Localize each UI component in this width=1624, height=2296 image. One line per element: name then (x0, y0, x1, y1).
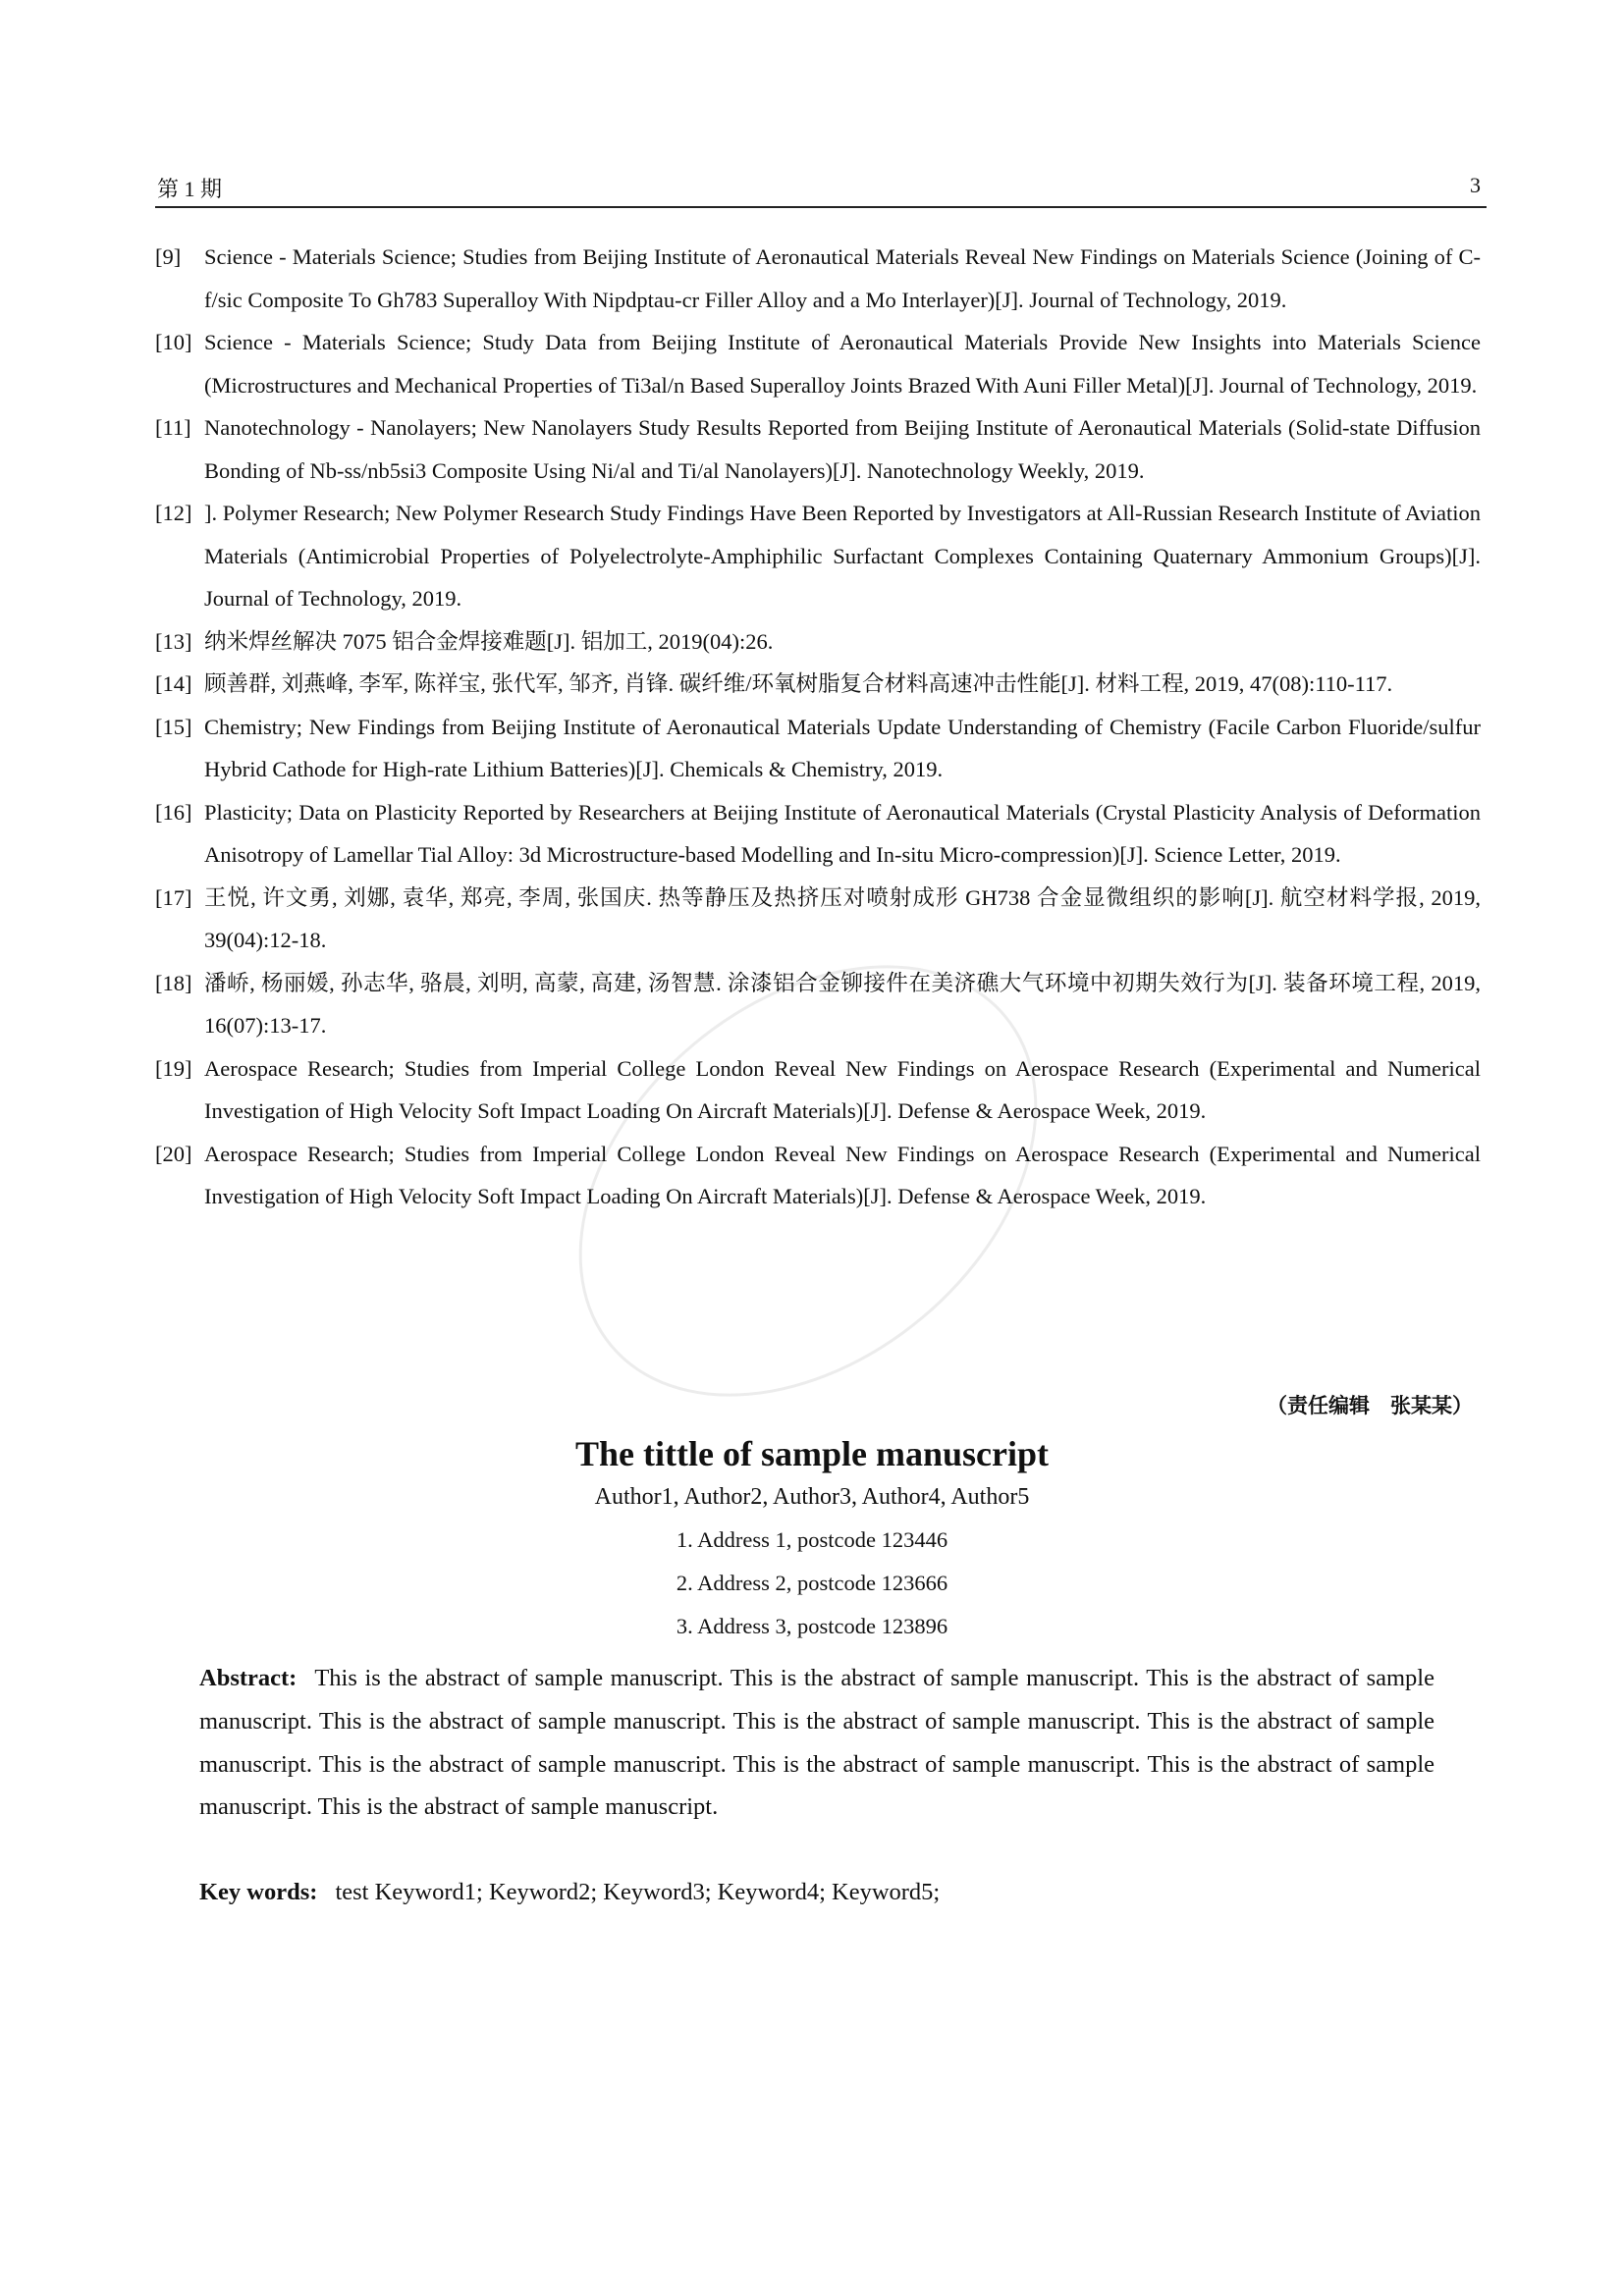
reference-item (155, 492, 1481, 620)
reference-number: [17] (155, 884, 192, 910)
reference-number: [20] (155, 1141, 192, 1166)
reference-item (155, 1133, 1481, 1218)
reference-number: [9] (155, 244, 182, 269)
page-header (155, 171, 1487, 208)
reference-text: Plasticity; Data on Plasticity Reported by Researchers at Beijing Institute of Aeronautical Materials (Crystal Plasticity Analysis of Deformation Anisotropy of Lamellar Tial Alloy: 3d Microstructure-based Modelling and In-situ Micro-compression)[J]. Science Letter, 2019. (204, 799, 1481, 867)
reference-text: 潘峤, 杨丽媛, 孙志华, 骆晨, 刘明, 高蒙, 高建, 汤智慧. 涂漆铝合金铆接件在美济礁大气环境中初期失效行为[J]. 装备环境工程, 2019, 16(07):13-17. (204, 970, 1481, 1038)
reference-item (155, 877, 1481, 962)
responsible-editor: （责任编辑 张某某） (1267, 1394, 1473, 1417)
address-line: 1. Address 1, postcode 123446 (676, 1527, 948, 1552)
reference-text: 纳米焊丝解决 7075 铝合金焊接难题[J]. 铝加工, 2019(04):26. (204, 628, 774, 654)
reference-number: [11] (155, 415, 191, 440)
reference-number: [13] (155, 628, 192, 654)
keywords-text: test Keyword1; Keyword2; Keyword3; Keyword4; Keyword5; (335, 1879, 941, 1905)
keywords-label: Key words: (199, 1879, 318, 1905)
reference-list (155, 236, 1481, 1218)
reference-item (155, 1047, 1481, 1133)
reference-item (155, 962, 1481, 1047)
reference-text: ]. Polymer Research; New Polymer Research Study Findings Have Been Reported by Investigators at All-Russian Research Institute of Aviation Materials (Antimicrobial Properties of Polyelectrolyte-Amphiphilic Surfactant Complexes Containing Quaternary Ammonium Groups)[J]. Journal of Technology, 2019. (204, 501, 1481, 611)
keywords (199, 1871, 1435, 1914)
reference-text: Chemistry; New Findings from Beijing Institute of Aeronautical Materials Update Understanding of Chemistry (Facile Carbon Fluoride/sulfur Hybrid Cathode for High-rate Lithium Batteries)[J]. Chemicals & Chemistry, 2019. (204, 714, 1481, 781)
reference-text: Aerospace Research; Studies from Imperial College London Reveal New Findings on Aerospace Research (Experimental and Numerical Investigation of High Velocity Soft Impact Loading On Aircraft Materials)[J]. Defense & Aerospace Week, 2019. (204, 1141, 1481, 1208)
reference-item (155, 406, 1481, 492)
reference-item (155, 620, 1481, 664)
reference-text: Aerospace Research; Studies from Imperial College London Reveal New Findings on Aerospace Research (Experimental and Numerical Investigation of High Velocity Soft Impact Loading On Aircraft Materials)[J]. Defense & Aerospace Week, 2019. (204, 1055, 1481, 1123)
reference-number: [16] (155, 799, 192, 825)
reference-number: [12] (155, 501, 192, 525)
abstract-label: Abstract: (199, 1665, 298, 1691)
reference-text: Nanotechnology - Nanolayers; New Nanolayers Study Results Reported from Beijing Institute of Aeronautical Materials (Solid-state Diffusion Bonding of Nb-ss/nb5si3 Composite Using Ni/al and Ti/al Nanolayers)[J]. Nanotechnology Weekly, 2019. (204, 415, 1481, 483)
reference-number: [18] (155, 970, 192, 995)
reference-number: [10] (155, 330, 192, 354)
reference-number: [15] (155, 714, 192, 739)
address-line: 3. Address 3, postcode 123896 (676, 1614, 948, 1638)
reference-text: 王悦, 许文勇, 刘娜, 袁华, 郑亮, 李周, 张国庆. 热等静压及热挤压对喷射成形 GH738 合金显微组织的影响[J]. 航空材料学报, 2019, 39(04):12-18. (204, 884, 1481, 952)
reference-number: [14] (155, 671, 192, 696)
reference-text: Science - Materials Science; Study Data from Beijing Institute of Aeronautical Materials Provide New Insights into Materials Science (Microstructures and Mechanical Properties of Ti3al/n Based Superalloy Joints Brazed With Auni Filler Metal)[J]. Journal of Technology, 2019. (204, 330, 1481, 398)
reference-item (155, 236, 1481, 321)
reference-text: Science - Materials Science; Studies from Beijing Institute of Aeronautical Materials Reveal New Findings on Materials Science (Joining of C-f/sic Composite To Gh783 Superalloy With Nipdptau-cr Filler Alloy and a Mo Interlayer)[J]. Journal of Technology, 2019. (204, 244, 1481, 312)
english-title: The tittle of sample manuscript (575, 1434, 1049, 1473)
reference-item (155, 706, 1481, 791)
reference-item (155, 321, 1481, 406)
abstract-text: This is the abstract of sample manuscript. This is the abstract of sample manuscript. This is the abstract of sample manuscript. This is the abstract of sample manuscript. This is the abstract of sample manuscript. This is the abstract of sample manuscript. This is the abstract of sample manuscript. This is the abstract of sample manuscript. This is the abstract of sample manuscript. This is the abstract of sample manuscript. (199, 1665, 1435, 1821)
author-list: Author1, Author2, Author3, Author4, Author5 (594, 1484, 1030, 1510)
address-line: 2. Address 2, postcode 123666 (676, 1571, 948, 1595)
page-number: 3 (1470, 173, 1481, 197)
abstract (199, 1657, 1435, 1829)
issue-label: 第 1 期 (157, 177, 223, 201)
reference-item (155, 791, 1481, 877)
reference-number: [19] (155, 1055, 192, 1081)
reference-text: 顾善群, 刘燕峰, 李军, 陈祥宝, 张代军, 邹齐, 肖锋. 碳纤维/环氧树脂复合材料高速冲击性能[J]. 材料工程, 2019, 47(08):110-117. (204, 671, 1393, 696)
reference-item (155, 663, 1481, 706)
